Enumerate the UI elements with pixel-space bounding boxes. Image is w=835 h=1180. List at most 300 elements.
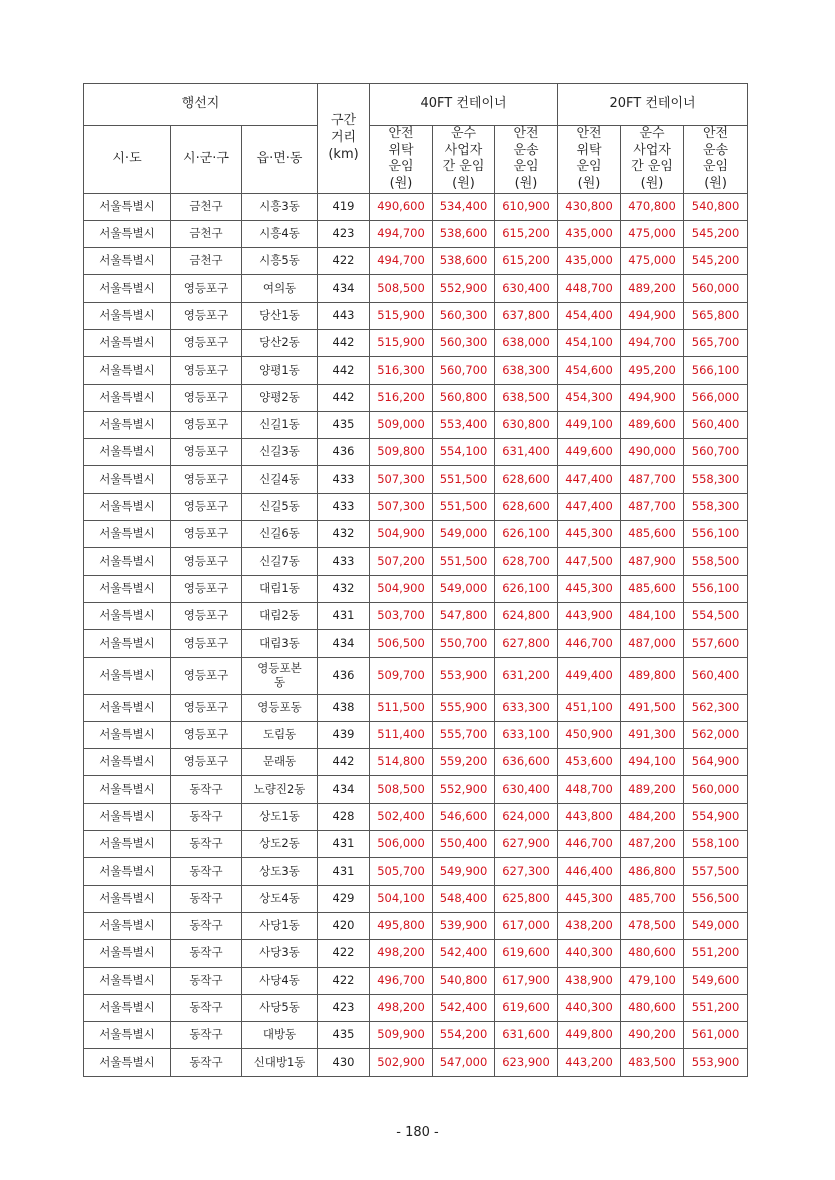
sigungu-cell: 동작구 — [171, 940, 242, 967]
distance-cell: 432 — [318, 575, 370, 602]
20ft-safe-transport-rate-cell: 564,900 — [684, 749, 748, 776]
20ft-carrier-rate-cell: 486,800 — [621, 858, 684, 885]
20ft-safe-transport-rate-cell: 545,200 — [684, 220, 748, 247]
20ft-carrier-rate-header: 운수 사업자 간 운임 (원) — [621, 126, 684, 194]
sigungu-cell: 동작구 — [171, 803, 242, 830]
distance-cell: 422 — [318, 967, 370, 994]
20ft-safe-consign-rate-cell: 430,800 — [558, 193, 621, 220]
table-row — [84, 694, 748, 721]
dong-cell: 양평2동 — [242, 384, 318, 411]
40ft-carrier-rate-cell: 552,900 — [433, 275, 495, 302]
20ft-safe-transport-rate-cell: 557,500 — [684, 858, 748, 885]
40ft-carrier-rate-cell: 551,500 — [433, 466, 495, 493]
40ft-safe-transport-rate-cell: 633,300 — [495, 694, 558, 721]
dong-cell: 시흥3동 — [242, 193, 318, 220]
sigungu-cell: 영등포구 — [171, 721, 242, 748]
20ft-safe-transport-rate-cell: 545,200 — [684, 248, 748, 275]
20ft-safe-consign-rate-cell: 447,500 — [558, 548, 621, 575]
dong-cell: 상도3동 — [242, 858, 318, 885]
sido-cell: 서울특별시 — [84, 220, 171, 247]
20ft-safe-transport-rate-cell: 554,500 — [684, 602, 748, 629]
sigungu-cell: 동작구 — [171, 885, 242, 912]
40ft-carrier-rate-cell: 542,400 — [433, 940, 495, 967]
20ft-safe-consign-rate-cell: 445,300 — [558, 521, 621, 548]
40ft-carrier-rate-cell: 542,400 — [433, 994, 495, 1021]
sido-cell: 서울특별시 — [84, 275, 171, 302]
40ft-carrier-rate-header: 운수 사업자 간 운임 (원) — [433, 126, 495, 194]
20ft-safe-transport-rate-cell: 551,200 — [684, 940, 748, 967]
container-40ft-header: 40FT 컨테이너 — [370, 84, 558, 126]
dong-cell: 당산1동 — [242, 302, 318, 329]
20ft-safe-consign-rate-cell: 449,800 — [558, 1022, 621, 1049]
40ft-safe-transport-rate-cell: 628,600 — [495, 493, 558, 520]
sigungu-cell: 금천구 — [171, 220, 242, 247]
20ft-carrier-rate-cell: 483,500 — [621, 1049, 684, 1076]
20ft-safe-transport-rate-cell: 562,000 — [684, 721, 748, 748]
table-row — [84, 630, 748, 657]
40ft-safe-transport-rate-cell: 631,600 — [495, 1022, 558, 1049]
sido-cell: 서울특별시 — [84, 357, 171, 384]
40ft-safe-consign-rate-cell: 508,500 — [370, 275, 433, 302]
20ft-safe-consign-rate-cell: 443,200 — [558, 1049, 621, 1076]
20ft-safe-transport-rate-cell: 558,500 — [684, 548, 748, 575]
table-row — [84, 220, 748, 247]
40ft-carrier-rate-cell: 549,000 — [433, 521, 495, 548]
table-row — [84, 803, 748, 830]
distance-cell: 442 — [318, 357, 370, 384]
40ft-carrier-rate-cell: 550,700 — [433, 630, 495, 657]
table-row — [84, 411, 748, 438]
40ft-safe-consign-rate-cell: 506,000 — [370, 831, 433, 858]
20ft-carrier-rate-cell: 480,600 — [621, 994, 684, 1021]
20ft-carrier-rate-cell: 475,000 — [621, 248, 684, 275]
distance-cell: 436 — [318, 657, 370, 694]
40ft-safe-consign-rate-cell: 509,700 — [370, 657, 433, 694]
40ft-safe-transport-rate-cell: 630,400 — [495, 275, 558, 302]
distance-cell: 423 — [318, 220, 370, 247]
20ft-safe-consign-rate-cell: 445,300 — [558, 885, 621, 912]
40ft-safe-transport-rate-cell: 636,600 — [495, 749, 558, 776]
20ft-safe-consign-rate-cell: 449,400 — [558, 657, 621, 694]
40ft-carrier-rate-cell: 540,800 — [433, 967, 495, 994]
20ft-carrier-rate-cell: 494,100 — [621, 749, 684, 776]
20ft-carrier-rate-cell: 484,100 — [621, 602, 684, 629]
distance-cell: 443 — [318, 302, 370, 329]
40ft-safe-transport-rate-cell: 619,600 — [495, 940, 558, 967]
20ft-carrier-rate-cell: 475,000 — [621, 220, 684, 247]
20ft-safe-consign-rate-cell: 448,700 — [558, 776, 621, 803]
page-number: - 180 - — [396, 1125, 439, 1140]
20ft-safe-transport-rate-cell: 561,000 — [684, 1022, 748, 1049]
dong-cell: 시흥5동 — [242, 248, 318, 275]
table-row — [84, 548, 748, 575]
40ft-safe-consign-rate-cell: 504,900 — [370, 521, 433, 548]
dong-cell: 신대방1동 — [242, 1049, 318, 1076]
20ft-safe-consign-rate-cell: 435,000 — [558, 248, 621, 275]
table-row — [84, 885, 748, 912]
table-row — [84, 357, 748, 384]
20ft-carrier-rate-cell: 480,600 — [621, 940, 684, 967]
dong-cell: 양평1동 — [242, 357, 318, 384]
dong-cell: 대림1동 — [242, 575, 318, 602]
20ft-safe-transport-rate-cell: 557,600 — [684, 630, 748, 657]
table-row — [84, 466, 748, 493]
sido-cell: 서울특별시 — [84, 602, 171, 629]
sido-cell: 서울특별시 — [84, 940, 171, 967]
40ft-safe-consign-rate-cell: 515,900 — [370, 302, 433, 329]
sido-cell: 서울특별시 — [84, 912, 171, 939]
40ft-carrier-rate-cell: 554,100 — [433, 439, 495, 466]
20ft-safe-consign-rate-cell: 446,400 — [558, 858, 621, 885]
distance-cell: 429 — [318, 885, 370, 912]
40ft-carrier-rate-cell: 554,200 — [433, 1022, 495, 1049]
40ft-safe-consign-rate-cell: 496,700 — [370, 967, 433, 994]
sido-cell: 서울특별시 — [84, 858, 171, 885]
table-row — [84, 940, 748, 967]
table-row — [84, 493, 748, 520]
distance-cell: 430 — [318, 1049, 370, 1076]
sigungu-cell: 영등포구 — [171, 466, 242, 493]
sigungu-cell: 영등포구 — [171, 630, 242, 657]
sigungu-cell: 영등포구 — [171, 493, 242, 520]
20ft-safe-consign-rate-cell: 443,900 — [558, 602, 621, 629]
sido-cell: 서울특별시 — [84, 885, 171, 912]
table-row — [84, 858, 748, 885]
sido-cell: 서울특별시 — [84, 776, 171, 803]
distance-cell: 431 — [318, 602, 370, 629]
40ft-safe-transport-rate-cell: 615,200 — [495, 248, 558, 275]
sido-cell: 서울특별시 — [84, 329, 171, 356]
dong-cell: 대림2동 — [242, 602, 318, 629]
40ft-safe-transport-rate-cell: 631,400 — [495, 439, 558, 466]
40ft-safe-consign-rate-cell: 509,800 — [370, 439, 433, 466]
dong-cell: 신길1동 — [242, 411, 318, 438]
20ft-carrier-rate-cell: 485,700 — [621, 885, 684, 912]
40ft-carrier-rate-cell: 547,800 — [433, 602, 495, 629]
sido-cell: 서울특별시 — [84, 411, 171, 438]
table-row — [84, 749, 748, 776]
40ft-safe-consign-rate-header: 안전 위탁 운임 (원) — [370, 126, 433, 194]
20ft-safe-consign-rate-cell: 448,700 — [558, 275, 621, 302]
40ft-safe-transport-rate-cell: 626,100 — [495, 521, 558, 548]
dong-cell: 노량진2동 — [242, 776, 318, 803]
20ft-carrier-rate-cell: 487,200 — [621, 831, 684, 858]
sido-cell: 서울특별시 — [84, 439, 171, 466]
table-row — [84, 967, 748, 994]
table-body — [84, 193, 748, 1076]
40ft-safe-transport-rate-cell: 625,800 — [495, 885, 558, 912]
sigungu-cell: 동작구 — [171, 912, 242, 939]
40ft-safe-consign-rate-cell: 516,300 — [370, 357, 433, 384]
sido-cell: 서울특별시 — [84, 521, 171, 548]
40ft-safe-consign-rate-cell: 505,700 — [370, 858, 433, 885]
sigungu-cell: 영등포구 — [171, 329, 242, 356]
40ft-carrier-rate-cell: 546,600 — [433, 803, 495, 830]
sigungu-cell: 금천구 — [171, 248, 242, 275]
40ft-safe-consign-rate-cell: 490,600 — [370, 193, 433, 220]
sigungu-cell: 영등포구 — [171, 749, 242, 776]
distance-cell: 428 — [318, 803, 370, 830]
sido-cell: 서울특별시 — [84, 967, 171, 994]
40ft-safe-consign-rate-cell: 511,400 — [370, 721, 433, 748]
40ft-safe-consign-rate-cell: 498,200 — [370, 940, 433, 967]
40ft-carrier-rate-cell: 538,600 — [433, 248, 495, 275]
table-row — [84, 912, 748, 939]
distance-cell: 432 — [318, 521, 370, 548]
table-row — [84, 1049, 748, 1076]
40ft-safe-transport-rate-cell: 638,500 — [495, 384, 558, 411]
sigungu-cell: 금천구 — [171, 193, 242, 220]
40ft-safe-transport-rate-cell: 610,900 — [495, 193, 558, 220]
20ft-safe-consign-rate-cell: 449,600 — [558, 439, 621, 466]
distance-cell: 423 — [318, 994, 370, 1021]
40ft-safe-transport-rate-cell: 628,600 — [495, 466, 558, 493]
20ft-safe-consign-rate-cell: 450,900 — [558, 721, 621, 748]
20ft-carrier-rate-cell: 490,200 — [621, 1022, 684, 1049]
sigungu-cell: 동작구 — [171, 858, 242, 885]
sido-cell: 서울특별시 — [84, 657, 171, 694]
40ft-safe-consign-rate-cell: 509,900 — [370, 1022, 433, 1049]
20ft-safe-consign-rate-cell: 443,800 — [558, 803, 621, 830]
40ft-carrier-rate-cell: 560,300 — [433, 302, 495, 329]
40ft-carrier-rate-cell: 548,400 — [433, 885, 495, 912]
sigungu-header: 시·군·구 — [171, 126, 242, 194]
sido-cell: 서울특별시 — [84, 384, 171, 411]
40ft-carrier-rate-cell: 551,500 — [433, 548, 495, 575]
sido-cell: 서울특별시 — [84, 548, 171, 575]
40ft-carrier-rate-cell: 559,200 — [433, 749, 495, 776]
freight-rate-table — [83, 83, 748, 1077]
table-row — [84, 248, 748, 275]
dong-cell: 여의동 — [242, 275, 318, 302]
20ft-carrier-rate-cell: 494,900 — [621, 384, 684, 411]
sido-cell: 서울특별시 — [84, 493, 171, 520]
40ft-carrier-rate-cell: 555,900 — [433, 694, 495, 721]
40ft-safe-transport-rate-cell: 633,100 — [495, 721, 558, 748]
20ft-safe-transport-rate-cell: 554,900 — [684, 803, 748, 830]
sido-cell: 서울특별시 — [84, 575, 171, 602]
20ft-safe-transport-rate-cell: 562,300 — [684, 694, 748, 721]
40ft-safe-transport-rate-cell: 628,700 — [495, 548, 558, 575]
table-row — [84, 193, 748, 220]
20ft-carrier-rate-cell: 485,600 — [621, 575, 684, 602]
dong-cell: 상도1동 — [242, 803, 318, 830]
distance-cell: 420 — [318, 912, 370, 939]
40ft-safe-transport-rate-cell: 638,000 — [495, 329, 558, 356]
dong-cell: 도림동 — [242, 721, 318, 748]
sido-cell: 서울특별시 — [84, 994, 171, 1021]
40ft-safe-transport-rate-cell: 631,200 — [495, 657, 558, 694]
40ft-safe-consign-rate-cell: 498,200 — [370, 994, 433, 1021]
40ft-carrier-rate-cell: 538,600 — [433, 220, 495, 247]
sigungu-cell: 동작구 — [171, 967, 242, 994]
eupmyeondong-header: 읍·면·동 — [242, 126, 318, 194]
distance-cell: 422 — [318, 940, 370, 967]
40ft-safe-consign-rate-cell: 502,900 — [370, 1049, 433, 1076]
40ft-safe-transport-rate-cell: 615,200 — [495, 220, 558, 247]
sigungu-cell: 영등포구 — [171, 411, 242, 438]
40ft-carrier-rate-cell: 547,000 — [433, 1049, 495, 1076]
table-row — [84, 275, 748, 302]
20ft-safe-consign-rate-cell: 451,100 — [558, 694, 621, 721]
40ft-safe-transport-rate-header: 안전 운송 운임 (원) — [495, 126, 558, 194]
distance-cell: 431 — [318, 858, 370, 885]
distance-cell: 431 — [318, 831, 370, 858]
40ft-safe-transport-rate-cell: 637,800 — [495, 302, 558, 329]
40ft-safe-consign-rate-cell: 503,700 — [370, 602, 433, 629]
40ft-safe-consign-rate-cell: 507,200 — [370, 548, 433, 575]
container-20ft-header: 20FT 컨테이너 — [558, 84, 748, 126]
dong-cell: 신길6동 — [242, 521, 318, 548]
sigungu-cell: 영등포구 — [171, 657, 242, 694]
20ft-safe-transport-rate-cell: 549,000 — [684, 912, 748, 939]
40ft-safe-transport-rate-cell: 638,300 — [495, 357, 558, 384]
20ft-carrier-rate-cell: 489,600 — [621, 411, 684, 438]
40ft-carrier-rate-cell: 539,900 — [433, 912, 495, 939]
20ft-safe-consign-rate-cell: 454,400 — [558, 302, 621, 329]
20ft-carrier-rate-cell: 489,800 — [621, 657, 684, 694]
20ft-safe-transport-rate-cell: 549,600 — [684, 967, 748, 994]
20ft-safe-transport-rate-cell: 558,300 — [684, 466, 748, 493]
40ft-carrier-rate-cell: 534,400 — [433, 193, 495, 220]
40ft-safe-consign-rate-cell: 504,100 — [370, 885, 433, 912]
distance-cell: 419 — [318, 193, 370, 220]
table-row — [84, 776, 748, 803]
distance-cell: 434 — [318, 275, 370, 302]
table-row — [84, 302, 748, 329]
distance-cell: 433 — [318, 548, 370, 575]
40ft-safe-consign-rate-cell: 494,700 — [370, 248, 433, 275]
destination-header: 행선지 — [84, 84, 318, 126]
sigungu-cell: 동작구 — [171, 1022, 242, 1049]
sigungu-cell: 영등포구 — [171, 357, 242, 384]
40ft-carrier-rate-cell: 550,400 — [433, 831, 495, 858]
dong-cell: 상도2동 — [242, 831, 318, 858]
20ft-carrier-rate-cell: 487,000 — [621, 630, 684, 657]
20ft-safe-transport-rate-cell: 566,000 — [684, 384, 748, 411]
20ft-safe-consign-rate-cell: 454,600 — [558, 357, 621, 384]
distance-cell: 434 — [318, 776, 370, 803]
40ft-safe-consign-rate-cell: 502,400 — [370, 803, 433, 830]
dong-cell: 사당5동 — [242, 994, 318, 1021]
20ft-carrier-rate-cell: 487,900 — [621, 548, 684, 575]
distance-cell: 435 — [318, 1022, 370, 1049]
sigungu-cell: 영등포구 — [171, 548, 242, 575]
distance-cell: 439 — [318, 721, 370, 748]
table-row — [84, 439, 748, 466]
20ft-safe-consign-rate-cell: 438,900 — [558, 967, 621, 994]
20ft-safe-consign-rate-cell: 435,000 — [558, 220, 621, 247]
20ft-carrier-rate-cell: 479,100 — [621, 967, 684, 994]
distance-header: 구간 거리 (km) — [318, 84, 370, 194]
dong-cell: 대방동 — [242, 1022, 318, 1049]
sido-header: 시·도 — [84, 126, 171, 194]
40ft-carrier-rate-cell: 553,900 — [433, 657, 495, 694]
dong-cell: 신길5동 — [242, 493, 318, 520]
20ft-carrier-rate-cell: 489,200 — [621, 776, 684, 803]
table-row — [84, 657, 748, 694]
40ft-safe-consign-rate-cell: 508,500 — [370, 776, 433, 803]
40ft-safe-consign-rate-cell: 516,200 — [370, 384, 433, 411]
20ft-safe-transport-rate-cell: 560,000 — [684, 776, 748, 803]
20ft-safe-consign-rate-cell: 445,300 — [558, 575, 621, 602]
40ft-safe-transport-rate-cell: 630,800 — [495, 411, 558, 438]
20ft-safe-consign-rate-cell: 446,700 — [558, 630, 621, 657]
40ft-carrier-rate-cell: 549,000 — [433, 575, 495, 602]
dong-cell: 사당4동 — [242, 967, 318, 994]
distance-cell: 433 — [318, 466, 370, 493]
dong-cell: 영등포동 — [242, 694, 318, 721]
sigungu-cell: 영등포구 — [171, 602, 242, 629]
40ft-safe-consign-rate-cell: 504,900 — [370, 575, 433, 602]
table-row — [84, 602, 748, 629]
40ft-safe-consign-rate-cell: 507,300 — [370, 466, 433, 493]
sido-cell: 서울특별시 — [84, 193, 171, 220]
20ft-carrier-rate-cell: 491,500 — [621, 694, 684, 721]
20ft-safe-transport-rate-cell: 558,300 — [684, 493, 748, 520]
distance-cell: 442 — [318, 749, 370, 776]
table-row — [84, 1022, 748, 1049]
40ft-safe-consign-rate-cell: 507,300 — [370, 493, 433, 520]
40ft-safe-transport-rate-cell: 627,900 — [495, 831, 558, 858]
sido-cell: 서울특별시 — [84, 694, 171, 721]
table-header — [84, 84, 748, 194]
dong-cell: 시흥4동 — [242, 220, 318, 247]
table-row — [84, 521, 748, 548]
20ft-safe-consign-rate-cell: 438,200 — [558, 912, 621, 939]
20ft-safe-consign-rate-header: 안전 위탁 운임 (원) — [558, 126, 621, 194]
sido-cell: 서울특별시 — [84, 466, 171, 493]
sigungu-cell: 영등포구 — [171, 384, 242, 411]
sido-cell: 서울특별시 — [84, 630, 171, 657]
distance-cell: 422 — [318, 248, 370, 275]
20ft-carrier-rate-cell: 494,700 — [621, 329, 684, 356]
20ft-carrier-rate-cell: 470,800 — [621, 193, 684, 220]
40ft-safe-consign-rate-cell: 495,800 — [370, 912, 433, 939]
sigungu-cell: 영등포구 — [171, 575, 242, 602]
40ft-safe-transport-rate-cell: 627,800 — [495, 630, 558, 657]
table-row — [84, 384, 748, 411]
20ft-safe-consign-rate-cell: 453,600 — [558, 749, 621, 776]
distance-cell: 435 — [318, 411, 370, 438]
40ft-safe-consign-rate-cell: 506,500 — [370, 630, 433, 657]
table-row — [84, 575, 748, 602]
40ft-carrier-rate-cell: 555,700 — [433, 721, 495, 748]
20ft-safe-transport-rate-cell: 558,100 — [684, 831, 748, 858]
sido-cell: 서울특별시 — [84, 721, 171, 748]
table-row — [84, 329, 748, 356]
40ft-safe-consign-rate-cell: 515,900 — [370, 329, 433, 356]
sido-cell: 서울특별시 — [84, 248, 171, 275]
20ft-safe-transport-rate-cell: 556,100 — [684, 521, 748, 548]
20ft-safe-transport-rate-cell: 556,100 — [684, 575, 748, 602]
20ft-carrier-rate-cell: 490,000 — [621, 439, 684, 466]
20ft-safe-transport-rate-cell: 560,400 — [684, 411, 748, 438]
20ft-safe-transport-rate-cell: 551,200 — [684, 994, 748, 1021]
distance-cell: 433 — [318, 493, 370, 520]
20ft-safe-consign-rate-cell: 446,700 — [558, 831, 621, 858]
dong-cell: 신길7동 — [242, 548, 318, 575]
20ft-safe-consign-rate-cell: 454,100 — [558, 329, 621, 356]
40ft-safe-transport-rate-cell: 623,900 — [495, 1049, 558, 1076]
sigungu-cell: 영등포구 — [171, 302, 242, 329]
20ft-safe-consign-rate-cell: 440,300 — [558, 940, 621, 967]
dong-cell: 영등포본 동 — [242, 657, 318, 694]
sigungu-cell: 동작구 — [171, 776, 242, 803]
20ft-carrier-rate-cell: 487,700 — [621, 493, 684, 520]
sido-cell: 서울특별시 — [84, 302, 171, 329]
20ft-safe-transport-rate-cell: 560,700 — [684, 439, 748, 466]
